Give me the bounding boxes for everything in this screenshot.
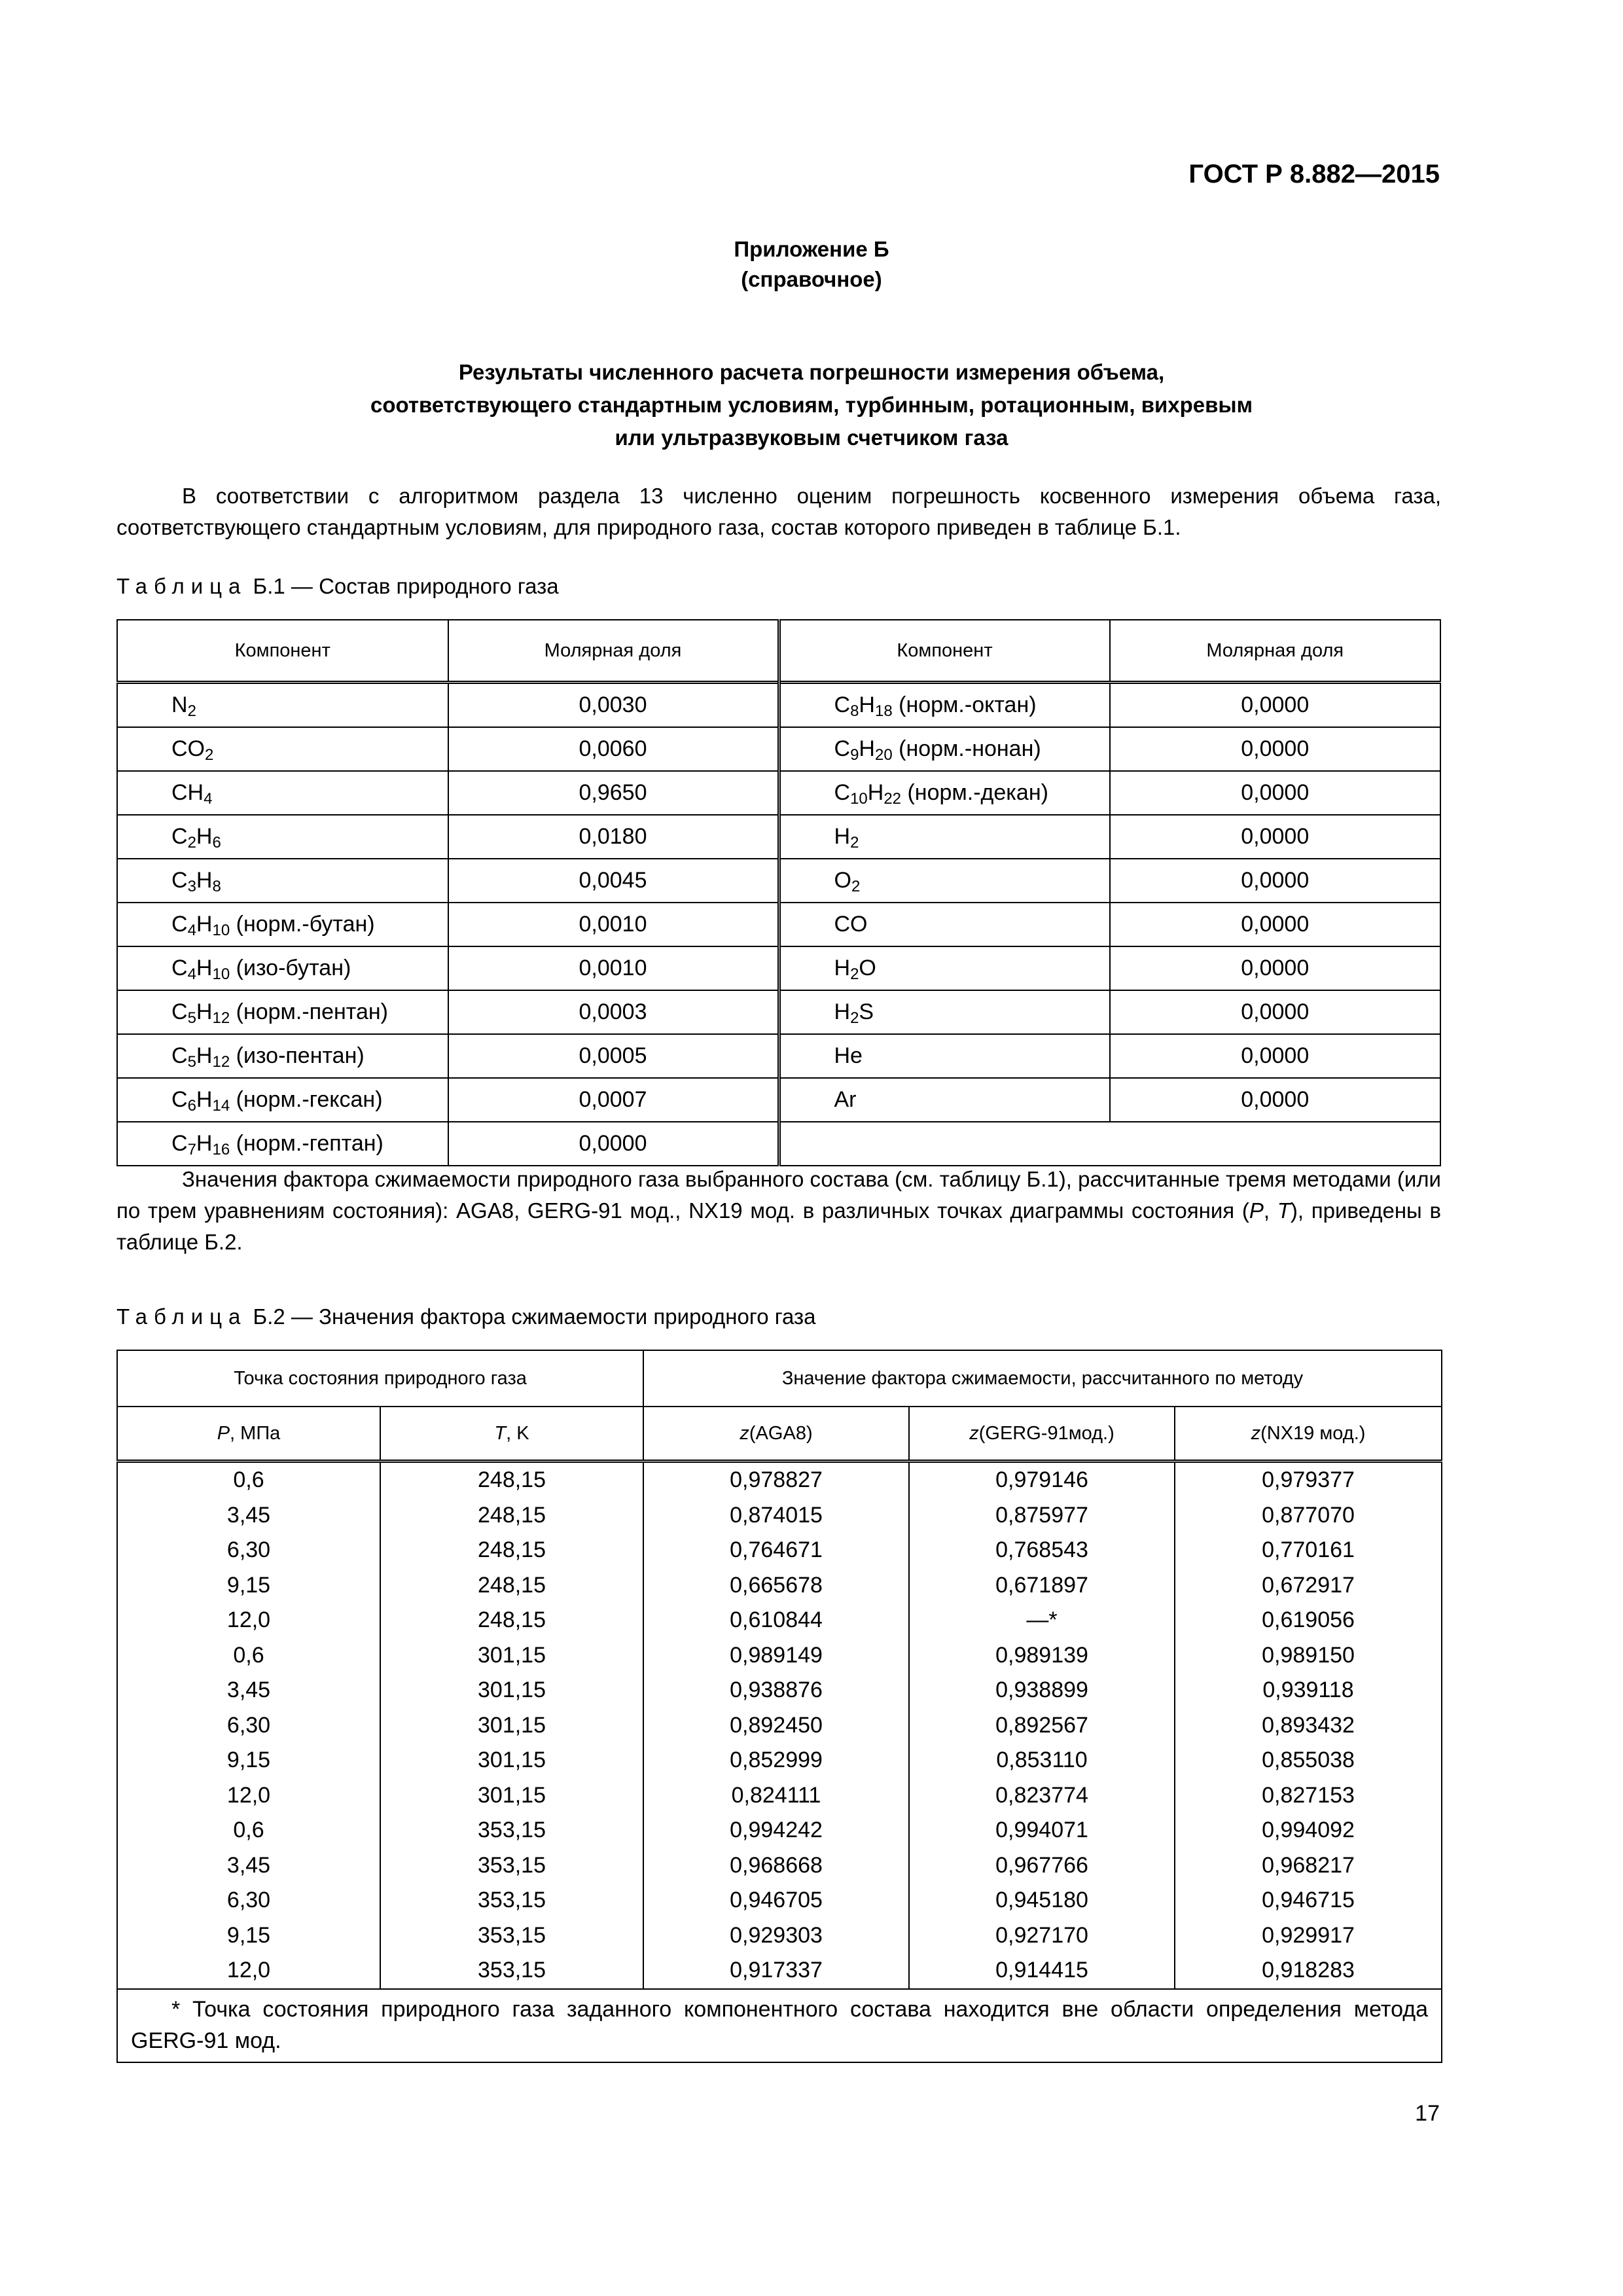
- table-row: [117, 946, 1440, 990]
- temperature-cell: 248,15: [380, 1498, 643, 1534]
- component-cell: [117, 946, 448, 990]
- formula-subscript: 10: [212, 965, 230, 983]
- formula-subscript: 8: [850, 702, 859, 720]
- formula-subscript: 18: [874, 702, 893, 720]
- formula-text: H: [196, 1131, 213, 1156]
- molar-fraction-cell: 0,0000: [1110, 946, 1441, 990]
- formula-subscript: 7: [187, 1141, 196, 1158]
- temperature-cell: 301,15: [380, 1638, 643, 1674]
- component-cell: [779, 990, 1110, 1034]
- table-row: [117, 1462, 1442, 1498]
- nx19-cell: 0,770161: [1175, 1533, 1442, 1568]
- table-row: [117, 1034, 1440, 1078]
- table-row: [117, 1883, 1442, 1918]
- table-row: [117, 1918, 1442, 1954]
- gerg91-cell: 0,938899: [909, 1673, 1175, 1708]
- formula-text: H: [867, 780, 884, 805]
- compressibility-table: [116, 1350, 1442, 2063]
- formula-text: C: [171, 868, 188, 893]
- component-cell: [779, 815, 1110, 859]
- gas-composition-body: [117, 683, 1440, 1166]
- component-cell: [779, 771, 1110, 815]
- column-header: Молярная доля: [448, 620, 779, 683]
- molar-fraction-cell: 0,0000: [1110, 990, 1441, 1034]
- molar-fraction-cell: 0,0180: [448, 815, 779, 859]
- formula-subscript: 16: [212, 1141, 230, 1158]
- formula-text: H: [859, 736, 875, 761]
- nx19-column-header: z(NX19 мод.): [1175, 1407, 1442, 1462]
- table-row: [117, 815, 1440, 859]
- molar-fraction-cell: 0,0045: [448, 859, 779, 903]
- aga8-cell: 0,978827: [643, 1462, 909, 1498]
- footnote-row: [117, 1989, 1442, 2062]
- formula-subscript: 4: [187, 965, 196, 983]
- component-cell: [117, 815, 448, 859]
- document-code: ГОСТ Р 8.882—2015: [1188, 160, 1440, 188]
- formula-subscript: 5: [187, 1009, 196, 1027]
- pressure-symbol: P: [1249, 1198, 1264, 1223]
- appendix-title: Приложение Б: [734, 237, 889, 261]
- molar-fraction-cell: 0,0030: [448, 683, 779, 728]
- temperature-cell: 301,15: [380, 1743, 643, 1778]
- nx19-cell: 0,989150: [1175, 1638, 1442, 1674]
- formula-subscript: 6: [212, 834, 221, 852]
- molar-fraction-cell: 0,0000: [1110, 727, 1441, 771]
- table-row: [117, 1813, 1442, 1848]
- molar-fraction-cell: 0,0003: [448, 990, 779, 1034]
- molar-fraction-cell: 0,0005: [448, 1034, 779, 1078]
- empty-cell: [779, 1122, 1440, 1166]
- formula-text: H: [834, 824, 851, 849]
- formula-subscript: 4: [204, 790, 213, 808]
- formula-text: (норм.-нонан): [892, 736, 1041, 761]
- pressure-cell: 6,30: [117, 1533, 380, 1568]
- formula-subscript: 2: [187, 702, 196, 720]
- formula-text: O: [834, 868, 851, 893]
- footnote-text: * Точка состояния природного газа заданного компонентного состава находится вне области определения метода GERG-91 мод.: [131, 1996, 1429, 2053]
- component-cell: [117, 990, 448, 1034]
- nx19-cell: 0,929917: [1175, 1918, 1442, 1954]
- gerg91-cell: 0,823774: [909, 1778, 1175, 1814]
- nx19-cell: 0,619056: [1175, 1603, 1442, 1638]
- temperature-cell: 248,15: [380, 1462, 643, 1498]
- formula-text: C: [171, 912, 188, 937]
- table2-caption-prefix: Таблица: [116, 1304, 247, 1329]
- formula-subscript: 12: [212, 1009, 230, 1027]
- state-point-group-header: Точка состояния природного газа: [117, 1350, 643, 1407]
- molar-fraction-cell: 0,0007: [448, 1078, 779, 1122]
- gerg91-cell: 0,989139: [909, 1638, 1175, 1674]
- component-cell: [117, 771, 448, 815]
- aga8-cell: 0,946705: [643, 1883, 909, 1918]
- table-row: [117, 903, 1440, 946]
- nx19-cell: 0,979377: [1175, 1462, 1442, 1498]
- table-group-header-row: [117, 1350, 1442, 1407]
- pressure-cell: 0,6: [117, 1813, 380, 1848]
- molar-fraction-cell: 0,0010: [448, 903, 779, 946]
- temperature-cell: 248,15: [380, 1568, 643, 1604]
- section-title-line: или ультразвуковым счетчиком газа: [615, 425, 1008, 450]
- nx19-cell: 0,968217: [1175, 1848, 1442, 1884]
- formula-text: N: [171, 692, 188, 717]
- pressure-cell: 3,45: [117, 1848, 380, 1884]
- temperature-cell: 301,15: [380, 1778, 643, 1814]
- formula-text: H: [196, 1087, 213, 1112]
- gas-composition-table: [116, 619, 1441, 1166]
- gerg91-cell: 0,945180: [909, 1883, 1175, 1918]
- nx19-cell: 0,855038: [1175, 1743, 1442, 1778]
- formula-text: H: [834, 999, 851, 1024]
- table-row: [117, 1953, 1442, 1989]
- table-row: [117, 683, 1440, 728]
- table-row: [117, 1498, 1442, 1534]
- temperature-cell: 353,15: [380, 1953, 643, 1989]
- formula-subscript: 2: [850, 965, 859, 983]
- table2-caption: [116, 1304, 816, 1330]
- gerg91-cell: 0,979146: [909, 1462, 1175, 1498]
- formula-text: C: [171, 956, 188, 980]
- gerg91-cell: 0,671897: [909, 1568, 1175, 1604]
- pressure-cell: 3,45: [117, 1498, 380, 1534]
- component-cell: [779, 946, 1110, 990]
- para2-text: Значения фактора сжимаемости природного газа выбранного состава (см. таблицу Б.1), рассчитанные тремя методами (или по трем уравнениям состояния): AGA8, GERG-91 мод., NX19 мод. в различных точках диаграммы состояния (: [116, 1167, 1441, 1223]
- molar-fraction-cell: 0,0000: [448, 1122, 779, 1166]
- formula-text: H: [196, 824, 213, 849]
- formula-text: C: [171, 824, 188, 849]
- component-cell: [117, 683, 448, 728]
- gerg91-cell: 0,967766: [909, 1848, 1175, 1884]
- appendix-subtitle: (справочное): [741, 267, 882, 291]
- compressibility-body: [117, 1462, 1442, 1989]
- nx19-cell: 0,994092: [1175, 1813, 1442, 1848]
- formula-text: (изо-пентан): [230, 1043, 365, 1068]
- formula-subscript: 14: [212, 1097, 230, 1115]
- table1-caption-prefix: Таблица: [116, 574, 247, 598]
- formula-text: (норм.-гексан): [230, 1087, 383, 1112]
- component-cell: [779, 1034, 1110, 1078]
- molar-fraction-cell: 0,0010: [448, 946, 779, 990]
- formula-subscript: 6: [187, 1097, 196, 1115]
- molar-fraction-cell: 0,0000: [1110, 815, 1441, 859]
- compressibility-paragraph: [116, 1164, 1441, 1258]
- aga8-cell: 0,824111: [643, 1778, 909, 1814]
- formula-subscript: 2: [850, 1009, 859, 1027]
- appendix-heading: [0, 234, 1623, 295]
- temperature-cell: 353,15: [380, 1848, 643, 1884]
- formula-subscript: 12: [212, 1053, 230, 1071]
- formula-text: H: [196, 1043, 213, 1068]
- formula-subscript: 10: [212, 922, 230, 939]
- table-row: [117, 1743, 1442, 1778]
- formula-subscript: 22: [883, 790, 902, 808]
- table-row: [117, 990, 1440, 1034]
- table-row: [117, 771, 1440, 815]
- formula-text: C: [834, 780, 851, 805]
- section-title-line: Результаты численного расчета погрешности измерения объема,: [458, 360, 1165, 384]
- component-cell: [779, 859, 1110, 903]
- table-row: [117, 1708, 1442, 1744]
- pressure-cell: 0,6: [117, 1638, 380, 1674]
- nx19-cell: 0,877070: [1175, 1498, 1442, 1534]
- formula-text: CO: [171, 736, 205, 761]
- table-row: [117, 1122, 1440, 1166]
- nx19-cell: 0,893432: [1175, 1708, 1442, 1744]
- table-footnote: [117, 1989, 1442, 2062]
- formula-text: (норм.-октан): [892, 692, 1037, 717]
- factor-group-header: Значение фактора сжимаемости, рассчитанного по методу: [643, 1350, 1442, 1407]
- nx19-cell: 0,918283: [1175, 1953, 1442, 1989]
- molar-fraction-cell: 0,0000: [1110, 1078, 1441, 1122]
- table-row: [117, 727, 1440, 771]
- molar-fraction-cell: 0,0060: [448, 727, 779, 771]
- table-row: [117, 1568, 1442, 1604]
- formula-text: CO: [834, 912, 868, 937]
- component-cell: [117, 1122, 448, 1166]
- temperature-symbol: T: [1277, 1198, 1291, 1223]
- formula-subscript: 2: [851, 878, 861, 895]
- formula-text: He: [834, 1043, 863, 1068]
- pressure-cell: 9,15: [117, 1568, 380, 1604]
- gerg91-cell: 0,892567: [909, 1708, 1175, 1744]
- nx19-cell: 0,939118: [1175, 1673, 1442, 1708]
- molar-fraction-cell: 0,0000: [1110, 903, 1441, 946]
- formula-subscript: 10: [850, 790, 868, 808]
- table-row: [117, 1603, 1442, 1638]
- table-row: [117, 859, 1440, 903]
- molar-fraction-cell: 0,0000: [1110, 683, 1441, 728]
- aga8-cell: 0,917337: [643, 1953, 909, 1989]
- column-header: Молярная доля: [1110, 620, 1441, 683]
- formula-text: (норм.-пентан): [230, 999, 388, 1024]
- table-row: [117, 1638, 1442, 1674]
- pressure-cell: 6,30: [117, 1883, 380, 1918]
- formula-text: H: [196, 868, 213, 893]
- intro-paragraph: [116, 480, 1441, 543]
- formula-text: (норм.-декан): [901, 780, 1048, 805]
- table-row: [117, 1078, 1440, 1122]
- aga8-cell: 0,764671: [643, 1533, 909, 1568]
- table-row: [117, 1533, 1442, 1568]
- component-cell: [117, 859, 448, 903]
- nx19-cell: 0,827153: [1175, 1778, 1442, 1814]
- gerg91-cell: 0,768543: [909, 1533, 1175, 1568]
- temperature-column-header: T, K: [380, 1407, 643, 1462]
- aga8-cell: 0,852999: [643, 1743, 909, 1778]
- table-row: [117, 1673, 1442, 1708]
- intro-text: В соответствии с алгоритмом раздела 13 численно оценим погрешность косвенного измерения объема газа, соответствующего стандартным условиям, для природного газа, состав которого приведен в таблице Б.1.: [116, 484, 1441, 539]
- component-cell: [779, 903, 1110, 946]
- pressure-column-header: P, МПа: [117, 1407, 380, 1462]
- formula-subscript: 20: [874, 746, 893, 764]
- pressure-cell: 9,15: [117, 1743, 380, 1778]
- table-row: [117, 1778, 1442, 1814]
- molar-fraction-cell: 0,0000: [1110, 859, 1441, 903]
- column-header: Компонент: [117, 620, 448, 683]
- formula-text: Ar: [834, 1087, 857, 1112]
- aga8-cell: 0,989149: [643, 1638, 909, 1674]
- table2-caption-text: Б.2 — Значения фактора сжимаемости природного газа: [247, 1304, 816, 1329]
- formula-text: C: [171, 1043, 188, 1068]
- table-row: [117, 1848, 1442, 1884]
- aga8-cell: 0,610844: [643, 1603, 909, 1638]
- component-cell: [117, 727, 448, 771]
- pressure-cell: 12,0: [117, 1778, 380, 1814]
- para2-text-end: ), приведены в таблице Б.2.: [116, 1198, 1441, 1254]
- formula-subscript: 4: [187, 922, 196, 939]
- pressure-cell: 9,15: [117, 1918, 380, 1954]
- table-header-row: [117, 1407, 1442, 1462]
- gerg91-column-header: z(GERG-91мод.): [909, 1407, 1175, 1462]
- component-cell: [779, 1078, 1110, 1122]
- formula-text: H: [834, 956, 851, 980]
- column-header: Компонент: [779, 620, 1110, 683]
- temperature-cell: 248,15: [380, 1533, 643, 1568]
- gerg91-cell: 0,853110: [909, 1743, 1175, 1778]
- formula-text: C: [834, 736, 851, 761]
- aga8-cell: 0,874015: [643, 1498, 909, 1534]
- nx19-cell: 0,946715: [1175, 1883, 1442, 1918]
- aga8-column-header: z(AGA8): [643, 1407, 909, 1462]
- temperature-cell: 353,15: [380, 1918, 643, 1954]
- aga8-cell: 0,938876: [643, 1673, 909, 1708]
- component-cell: [779, 727, 1110, 771]
- pressure-cell: 6,30: [117, 1708, 380, 1744]
- component-cell: [117, 903, 448, 946]
- formula-subscript: 2: [850, 834, 859, 852]
- formula-text: (изо-бутан): [230, 956, 351, 980]
- formula-subscript: 8: [212, 878, 221, 895]
- formula-subscript: 2: [205, 746, 214, 764]
- aga8-cell: 0,994242: [643, 1813, 909, 1848]
- formula-text: H: [196, 956, 213, 980]
- aga8-cell: 0,665678: [643, 1568, 909, 1604]
- temperature-cell: 301,15: [380, 1673, 643, 1708]
- formula-subscript: 5: [187, 1053, 196, 1071]
- gerg91-cell: 0,875977: [909, 1498, 1175, 1534]
- molar-fraction-cell: 0,9650: [448, 771, 779, 815]
- gerg91-cell: 0,927170: [909, 1918, 1175, 1954]
- nx19-cell: 0,672917: [1175, 1568, 1442, 1604]
- formula-text: S: [859, 999, 874, 1024]
- aga8-cell: 0,929303: [643, 1918, 909, 1954]
- component-cell: [117, 1034, 448, 1078]
- aga8-cell: 0,892450: [643, 1708, 909, 1744]
- component-cell: [779, 683, 1110, 728]
- temperature-cell: 353,15: [380, 1883, 643, 1918]
- formula-text: H: [196, 912, 213, 937]
- table1-caption: [116, 573, 559, 600]
- component-cell: [117, 1078, 448, 1122]
- temperature-cell: 248,15: [380, 1603, 643, 1638]
- pressure-cell: 12,0: [117, 1953, 380, 1989]
- formula-text: O: [859, 956, 876, 980]
- formula-text: H: [859, 692, 875, 717]
- formula-text: C: [171, 1087, 188, 1112]
- section-title-line: соответствующего стандартным условиям, турбинным, ротационным, вихревым: [370, 393, 1253, 417]
- temperature-cell: 301,15: [380, 1708, 643, 1744]
- table-header-row: [117, 620, 1440, 683]
- page-number: 17: [1415, 2101, 1440, 2126]
- para2-comma: ,: [1263, 1198, 1277, 1223]
- gerg91-cell: 0,914415: [909, 1953, 1175, 1989]
- pressure-cell: 0,6: [117, 1462, 380, 1498]
- pressure-cell: 3,45: [117, 1673, 380, 1708]
- aga8-cell: 0,968668: [643, 1848, 909, 1884]
- formula-text: (норм.-гептан): [230, 1131, 383, 1156]
- molar-fraction-cell: 0,0000: [1110, 771, 1441, 815]
- formula-text: C: [171, 999, 188, 1024]
- section-title: [0, 356, 1623, 454]
- formula-text: CH: [171, 780, 204, 805]
- formula-subscript: 2: [187, 834, 196, 852]
- gerg91-cell: —*: [909, 1603, 1175, 1638]
- formula-text: H: [196, 999, 213, 1024]
- molar-fraction-cell: 0,0000: [1110, 1034, 1441, 1078]
- formula-subscript: 3: [187, 878, 196, 895]
- table1-caption-text: Б.1 — Состав природного газа: [247, 574, 559, 598]
- formula-text: (норм.-бутан): [230, 912, 375, 937]
- formula-text: C: [834, 692, 851, 717]
- pressure-cell: 12,0: [117, 1603, 380, 1638]
- formula-text: C: [171, 1131, 188, 1156]
- temperature-cell: 353,15: [380, 1813, 643, 1848]
- formula-subscript: 9: [850, 746, 859, 764]
- gerg91-cell: 0,994071: [909, 1813, 1175, 1848]
